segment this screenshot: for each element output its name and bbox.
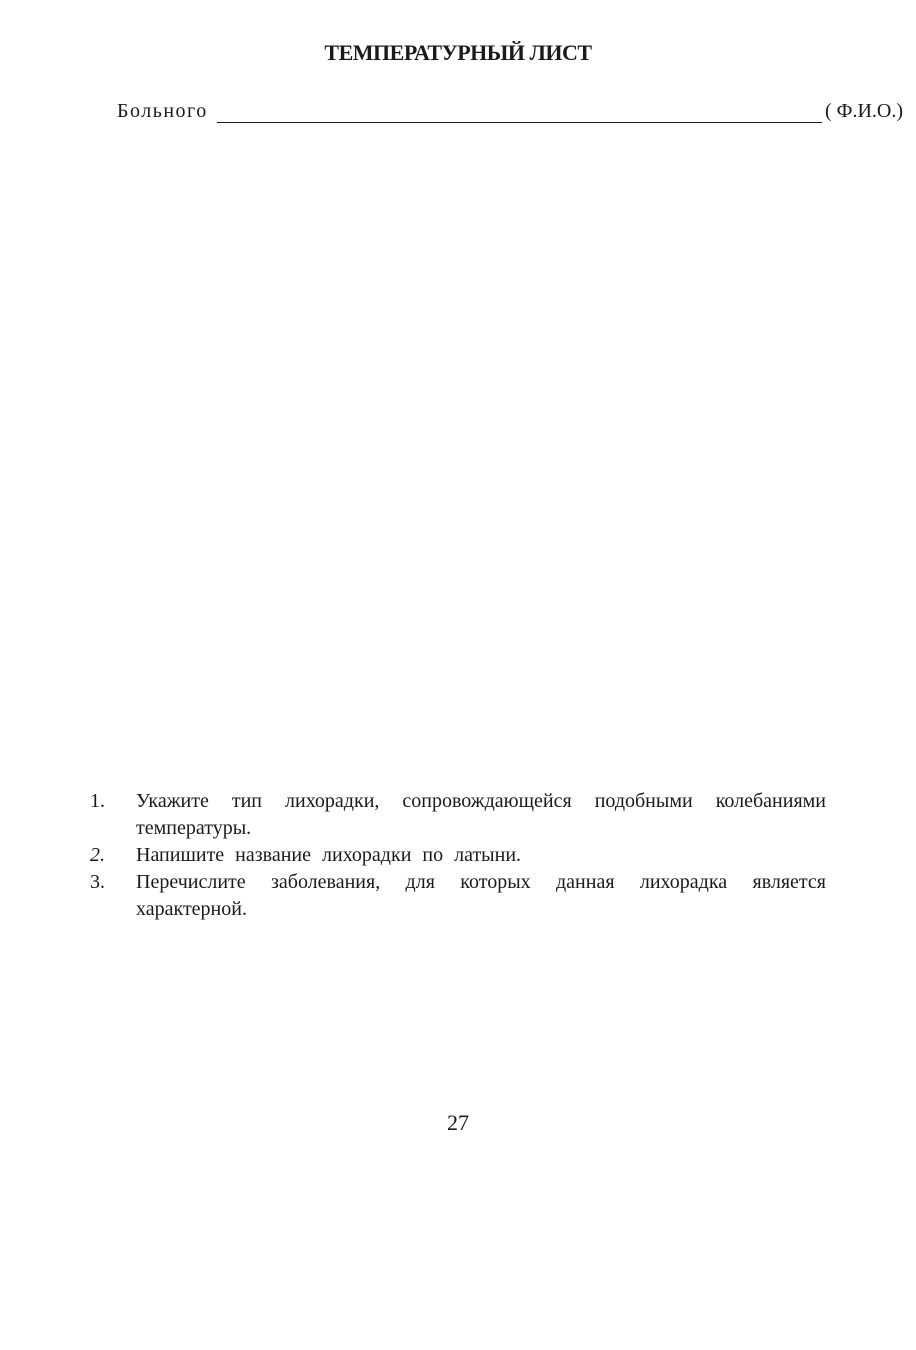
- patient-name-blank[interactable]: [217, 122, 822, 123]
- question-text: Напишите название лихорадки по латыни.: [136, 844, 522, 866]
- patient-name-line: [117, 100, 904, 126]
- page-title: ТЕМПЕРАТУРНЫЙ ЛИСТ: [324, 40, 592, 65]
- question-number: 1.: [90, 790, 105, 812]
- page-number: 27: [447, 1110, 469, 1135]
- question-text: Перечислите заболевания, для которых данная лихорадка является характерной.: [136, 871, 826, 920]
- temperature-chart-area: [90, 150, 826, 760]
- patient-label: Больного: [117, 100, 208, 122]
- question-item: [90, 869, 826, 923]
- question-number: 2.: [90, 844, 105, 866]
- question-item: [90, 788, 826, 842]
- question-text: Укажите тип лихорадки, сопровождающейся подобными колебаниями температуры.: [136, 790, 826, 839]
- question-number: 3.: [90, 871, 105, 893]
- patient-name-hint: ( Ф.И.О.): [825, 100, 904, 122]
- question-item: [90, 842, 826, 869]
- question-list: [90, 788, 826, 923]
